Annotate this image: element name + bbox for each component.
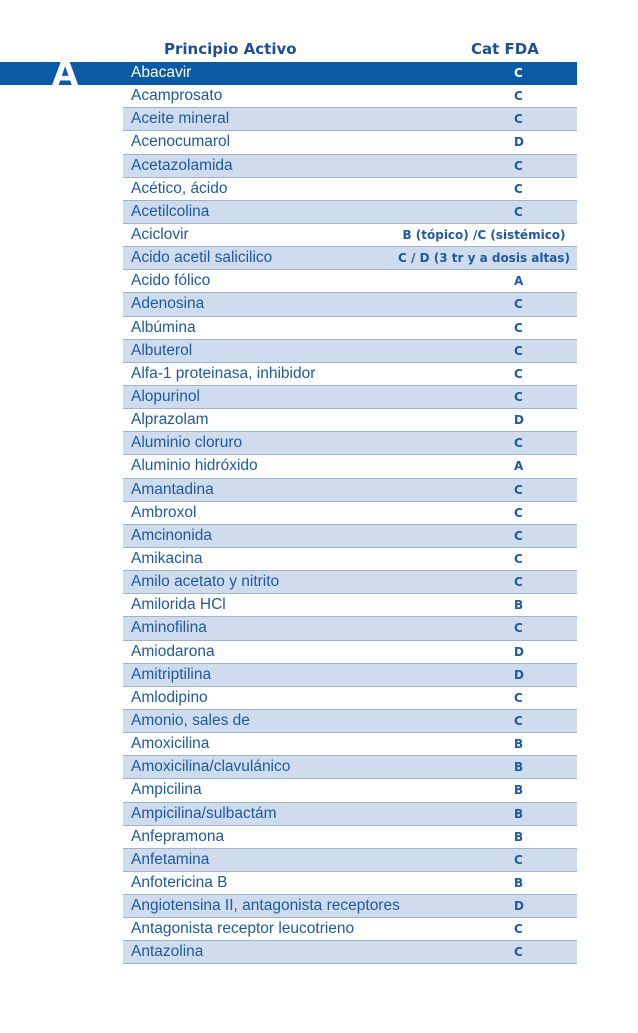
drug-name: Alopurinol (131, 387, 200, 405)
drug-name: Amikacina (131, 549, 203, 567)
drug-name: Anfepramona (131, 827, 225, 845)
drug-name: Amoxicilina/clavulánico (131, 758, 291, 776)
drug-name: Adenosina (131, 295, 205, 313)
drug-name: Amiodarona (131, 642, 215, 660)
table-row: Acetilcolina C (123, 201, 577, 224)
column-header-cat-fda: Cat FDA (471, 40, 539, 58)
table-row: Aminofilina C (123, 617, 577, 640)
table-row: Antagonista receptor leucotrieno C (123, 918, 577, 941)
drug-name: Amantadina (131, 480, 214, 498)
table-row: Angiotensina II, antagonista receptores D (123, 895, 577, 918)
drug-name: Abacavir (131, 64, 192, 81)
drug-name: Acetazolamida (131, 156, 233, 174)
drug-name: Alfa-1 proteinasa, inhibidor (131, 364, 316, 382)
table-row: Amonio, sales de C (123, 710, 577, 733)
table-row: Amlodipino C (123, 687, 577, 710)
table-row: Acido fólico A (123, 270, 577, 293)
drug-name: Amcinonida (131, 526, 212, 544)
table-row: Acético, ácido C (123, 178, 577, 201)
drug-name: Anfetamina (131, 850, 210, 868)
table-row: Aluminio hidróxido A (123, 455, 577, 478)
table-row: Amoxicilina B (123, 733, 577, 756)
table-row: Acenocumarol D (123, 131, 577, 154)
table-row: Abacavir C (123, 62, 577, 85)
section-letter: A (52, 54, 79, 94)
drug-name: Amilo acetato y nitrito (131, 573, 280, 591)
drug-name: Anfotericina B (131, 873, 228, 891)
table-row: Ampicilina B (123, 779, 577, 802)
table-row: Ambroxol C (123, 502, 577, 525)
drug-name: Amoxicilina (131, 735, 210, 753)
fda-category: B (tópico) /C (sistémico) (402, 227, 566, 242)
table-row: Albuterol C (123, 340, 577, 363)
drug-name: Ampicilina/sulbactám (131, 804, 277, 822)
drug-name: Albúmina (131, 318, 196, 336)
drug-name: Antazolina (131, 943, 204, 961)
drug-name: Acido acetil salicilico (131, 249, 273, 267)
drug-name: Amilorida HCl (131, 596, 226, 614)
drug-name: Albuterol (131, 341, 193, 359)
table-row: Aceite mineral C (123, 108, 577, 131)
table-row: Alopurinol C (123, 386, 577, 409)
table-row: Acetazolamida C (123, 155, 577, 178)
drug-name: Aluminio cloruro (131, 434, 243, 452)
drug-name: Amonio, sales de (131, 711, 250, 729)
table-row: Amitriptilina D (123, 664, 577, 687)
table-row: Anfotericina B B (123, 872, 577, 895)
table-row: Acamprosato C (123, 85, 577, 108)
fda-category: C / D (3 tr y a dosis altas) (398, 251, 570, 266)
table-row: Albúmina C (123, 317, 577, 340)
table-row: Anfepramona B (123, 826, 577, 849)
table-row: Adenosina C (123, 293, 577, 316)
drug-name: Alprazolam (131, 411, 209, 429)
drug-name: Amitriptilina (131, 665, 212, 683)
table-row (123, 247, 577, 270)
column-header-principio-activo: Principio Activo (164, 40, 297, 58)
table-row: Antazolina C (123, 941, 577, 964)
drug-name: Acido fólico (131, 272, 211, 290)
drug-table (123, 62, 577, 964)
drug-name: Ambroxol (131, 503, 197, 521)
table-row: Aluminio cloruro C (123, 432, 577, 455)
drug-name: Antagonista receptor leucotrieno (131, 920, 355, 938)
drug-name: Acenocumarol (131, 133, 231, 151)
drug-name: Ampicilina (131, 781, 202, 799)
drug-name: Acetilcolina (131, 202, 210, 220)
table-row: Alprazolam D (123, 409, 577, 432)
drug-name: Aluminio hidróxido (131, 457, 258, 475)
table-row: Ampicilina/sulbactám B (123, 803, 577, 826)
table-row: Amikacina C (123, 548, 577, 571)
drug-name: Amlodipino (131, 688, 208, 706)
table-row: Amantadina C (123, 479, 577, 502)
table-row: Amilo acetato y nitrito C (123, 571, 577, 594)
table-row: Anfetamina C (123, 849, 577, 872)
table-row: Amcinonida C (123, 525, 577, 548)
table-row: Amiodarona D (123, 641, 577, 664)
table-row: Amoxicilina/clavulánico B (123, 756, 577, 779)
drug-name: Acético, ácido (131, 179, 228, 197)
table-row (123, 224, 577, 247)
drug-name: Aminofilina (131, 619, 207, 637)
table-row: Amilorida HCl B (123, 594, 577, 617)
table-row: Alfa-1 proteinasa, inhibidor C (123, 363, 577, 386)
drug-name: Acamprosato (131, 87, 223, 105)
drug-name: Aceite mineral (131, 110, 230, 128)
drug-name: Angiotensina II, antagonista receptores (131, 897, 400, 915)
drug-name: Aciclovir (131, 225, 189, 243)
